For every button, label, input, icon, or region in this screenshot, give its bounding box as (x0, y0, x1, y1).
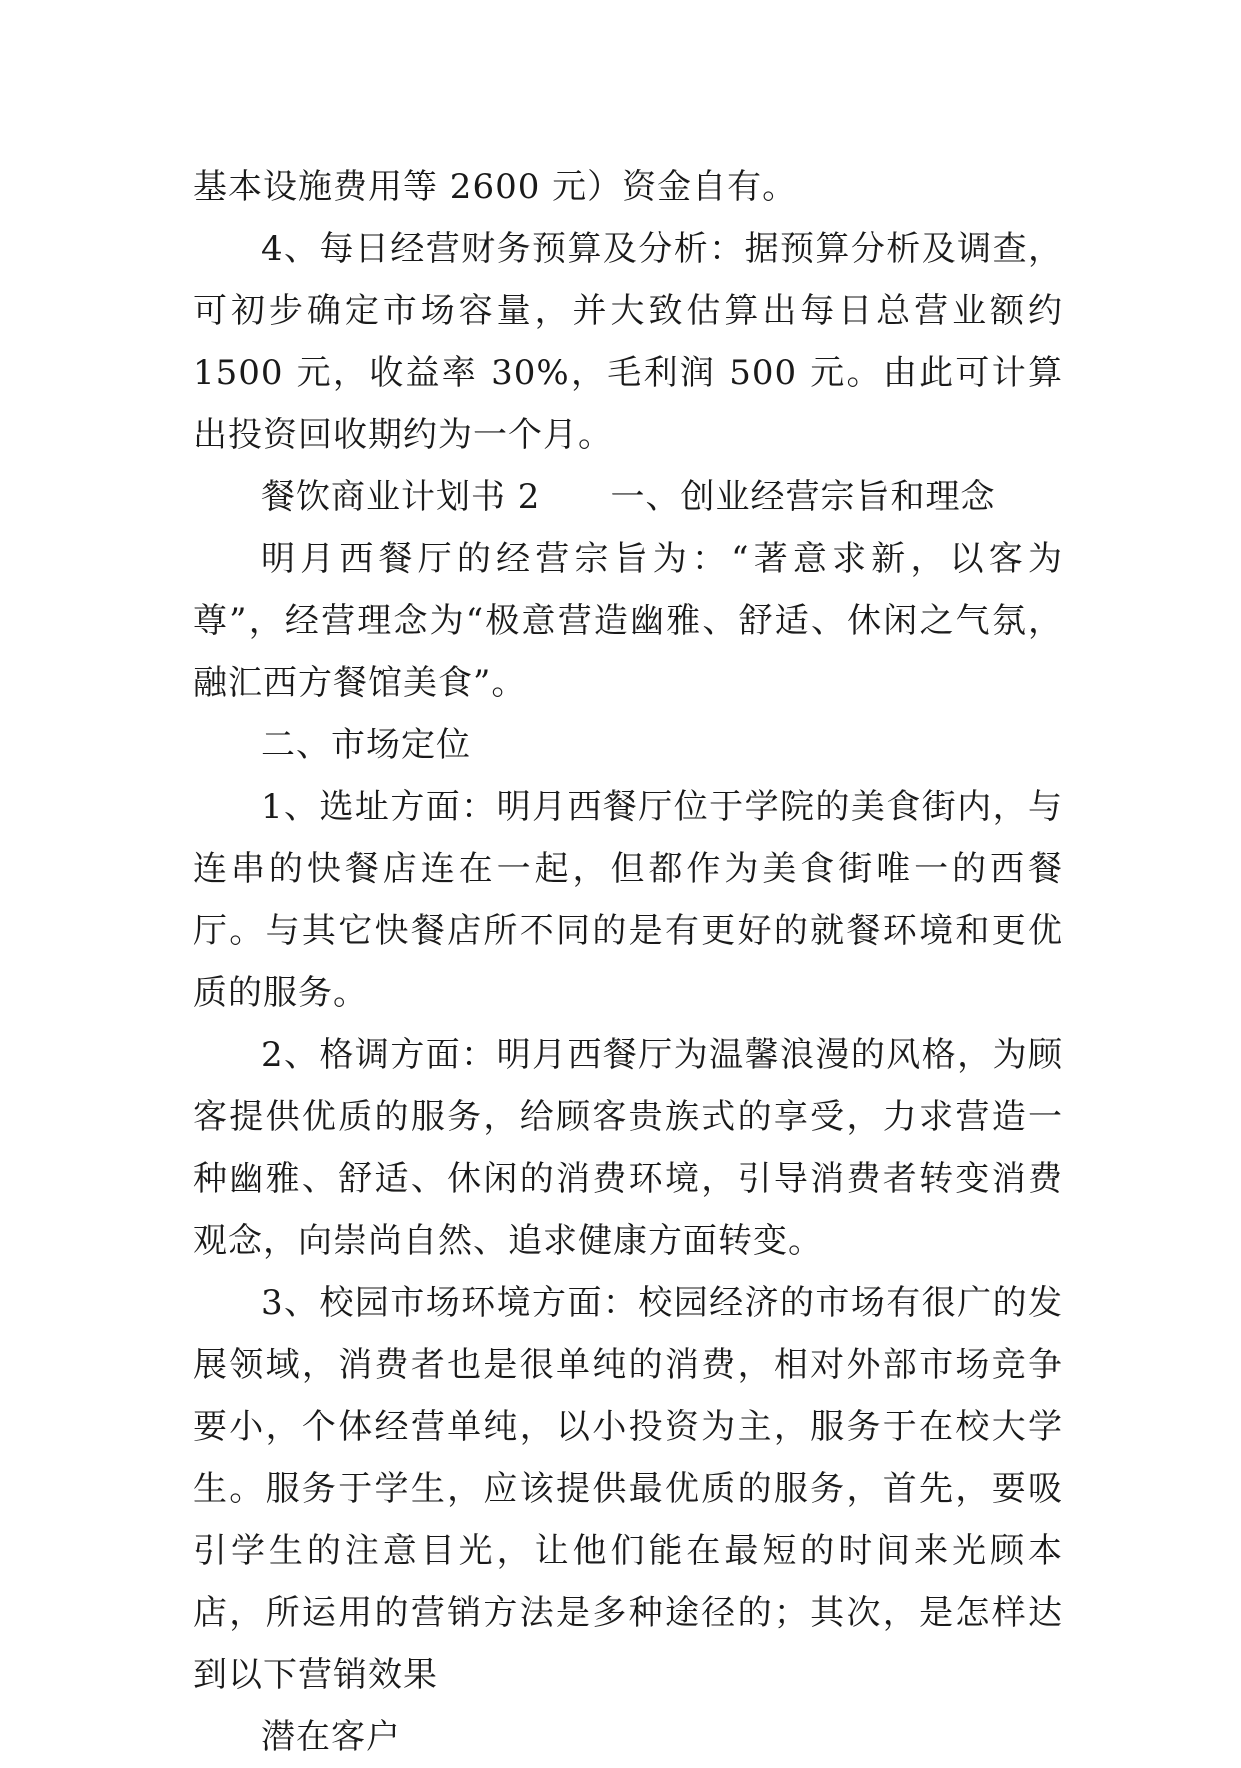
paragraph-location: 1、选址方面：明月西餐厅位于学院的美食街内，与连串的快餐店连在一起，但都作为美食街唯一的西餐厅。与其它快餐店所不同的是有更好的就餐环境和更优质的服务。 (193, 787, 1063, 1013)
paragraph-plan-heading (193, 466, 1063, 528)
paragraph-potential-customers: 潜在客户 (261, 1717, 401, 1757)
paragraph-daily-budget: 4、每日经营财务预算及分析：据预算分析及调查，可初步确定市场容量，并大致估算出每日总营业额约 1500 元，收益率 30%，毛利润 500 元。由此可计算出投资回收期约为一个月。 (193, 229, 1063, 455)
section-heading-purpose: 一、创业经营宗旨和理念 (610, 477, 996, 517)
document-body (193, 156, 1063, 1768)
paragraph-style: 2、格调方面：明月西餐厅为温馨浪漫的风格，为顾客提供优质的服务，给顾客贵族式的享受，力求营造一种幽雅、舒适、休闲的消费环境，引导消费者转变消费观念，向崇尚自然、追求健康方面转变。 (193, 1035, 1063, 1261)
section-heading-market: 二、市场定位 (261, 725, 471, 765)
plan-title: 餐饮商业计划书 2 (261, 477, 541, 517)
paragraph-funding: 基本设施费用等 2600 元）资金自有。 (193, 167, 798, 207)
paragraph-purpose: 明月西餐厅的经营宗旨为：“著意求新，以客为尊”，经营理念为“极意营造幽雅、舒适、休闲之气氛，融汇西方餐馆美食”。 (193, 539, 1063, 703)
paragraph-campus-market: 3、校园市场环境方面：校园经济的市场有很广的发展领域，消费者也是很单纯的消费，相对外部市场竞争要小，个体经营单纯，以小投资为主，服务于在校大学生。服务于学生，应该提供最优质的服务，首先，要吸引学生的注意目光，让他们能在最短的时间来光顾本店，所运用的营销方法是多种途径的；其次，是怎样达到以下营销效果 (193, 1283, 1063, 1695)
